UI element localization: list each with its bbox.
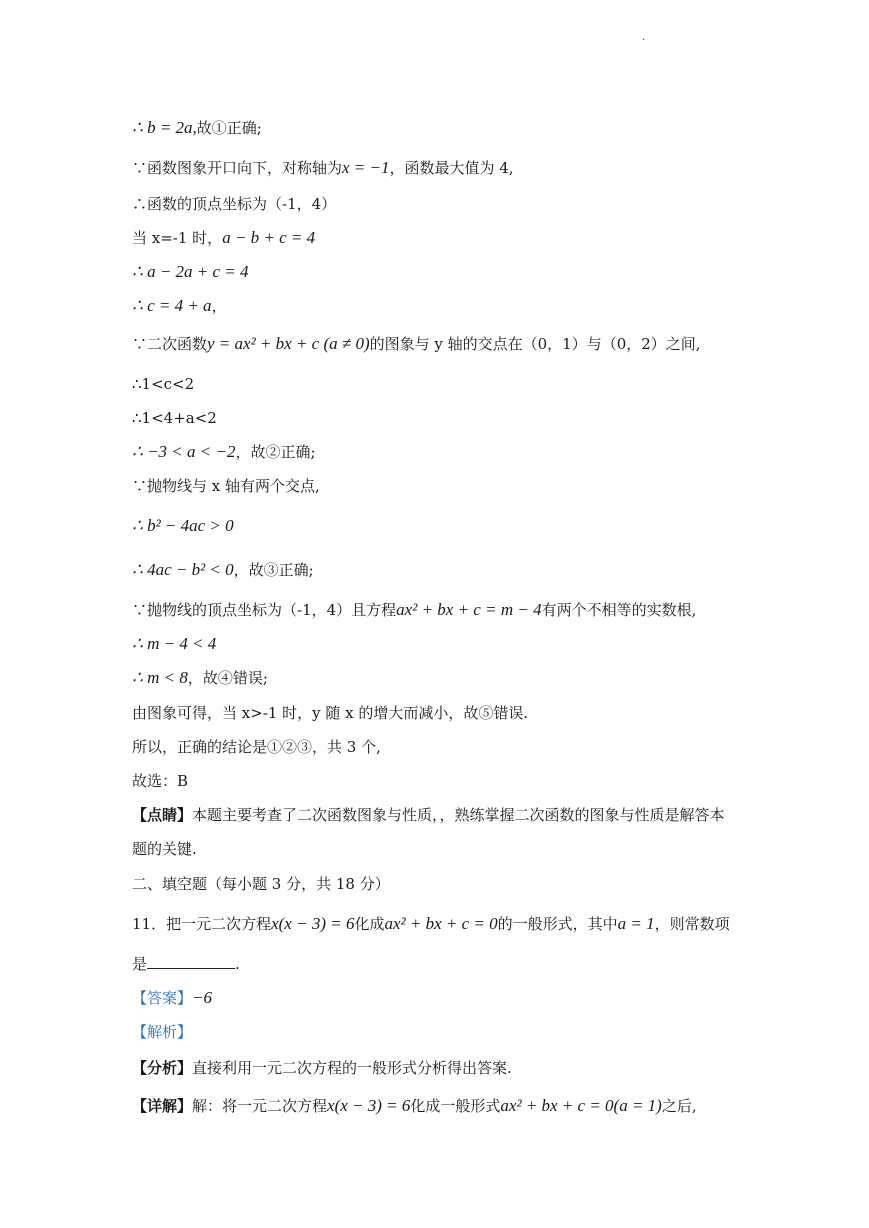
line-25: 【答案】−6 (132, 988, 212, 1007)
line-9: ∴1<4+a<2 (132, 409, 217, 427)
header-mark: . (642, 32, 646, 43)
line-5: ∴ a − 2a + c = 4 (132, 262, 249, 281)
line-28: 【详解】解：将一元二次方程x(x − 3) = 6化成一般形式ax² + bx + c = 0(a = 1)之后, (132, 1096, 697, 1115)
line-26 (132, 1022, 192, 1042)
line-24: 是 . (132, 955, 240, 973)
line-14: ∵抛物线的顶点坐标为（-1，4）且方程ax² + bx + c = m − 4有两个不相等的实数根, (132, 600, 697, 619)
line-22: 二、填空题（每小题 3 分，共 18 分） (132, 875, 390, 893)
line-27: 【分析】直接利用一元二次方程的一般形式分析得出答案. (132, 1059, 512, 1077)
line-20: 【点睛】本题主要考查了二次函数图象与性质，，熟练掌握二次函数的图象与性质是解答本 (132, 806, 725, 824)
line-21: 题的关键. (132, 840, 197, 858)
section-tag: 【分析】 (132, 1059, 193, 1077)
line-10: ∴ −3 < a < −2，故②正确; (132, 442, 316, 461)
math-expr: ∴ b = 2a, (132, 118, 197, 137)
line-3: ∴函数的顶点坐标为（-1，4） (132, 195, 337, 213)
line-13: ∴ 4ac − b² < 0，故③正确; (132, 560, 314, 579)
answer-blank (147, 954, 235, 969)
analysis-tag: 【解析】 (132, 1023, 193, 1041)
line-1: ∴ b = 2a,故①正确; (132, 118, 262, 137)
line-12: ∴ b² − 4ac > 0 (132, 516, 234, 535)
line-11: ∵抛物线与 x 轴有两个交点, (132, 477, 320, 495)
line-2: ∵函数图象开口向下，对称轴为x = −1，函数最大值为 4, (132, 158, 514, 177)
line-17: 由图象可得，当 x>-1 时，y 随 x 的增大而减小，故⑤错误. (132, 704, 529, 722)
line-4: 当 x=-1 时，a − b + c = 4 (132, 228, 316, 247)
section-tag: 【点睛】 (132, 806, 193, 824)
line-8: ∴1<c<2 (132, 375, 195, 393)
section-tag: 【详解】 (132, 1097, 193, 1115)
line-23: 11．把一元二次方程x(x − 3) = 6化成ax² + bx + c = 0的一般形式，其中a = 1，则常数项 (132, 914, 730, 933)
line-19: 故选：B (132, 772, 189, 790)
line-6: ∴ c = 4 + a， (132, 296, 227, 315)
line-15: ∴ m − 4 < 4 (132, 634, 217, 653)
line-7: ∵二次函数y = ax² + bx + c (a ≠ 0)的图象与 y 轴的交点在（0，1）与（0，2）之间, (132, 334, 701, 353)
line-16: ∴ m < 8，故④错误; (132, 668, 268, 687)
answer-tag: 【答案】 (132, 989, 193, 1007)
line-18: 所以，正确的结论是①②③，共 3 个, (132, 738, 381, 756)
